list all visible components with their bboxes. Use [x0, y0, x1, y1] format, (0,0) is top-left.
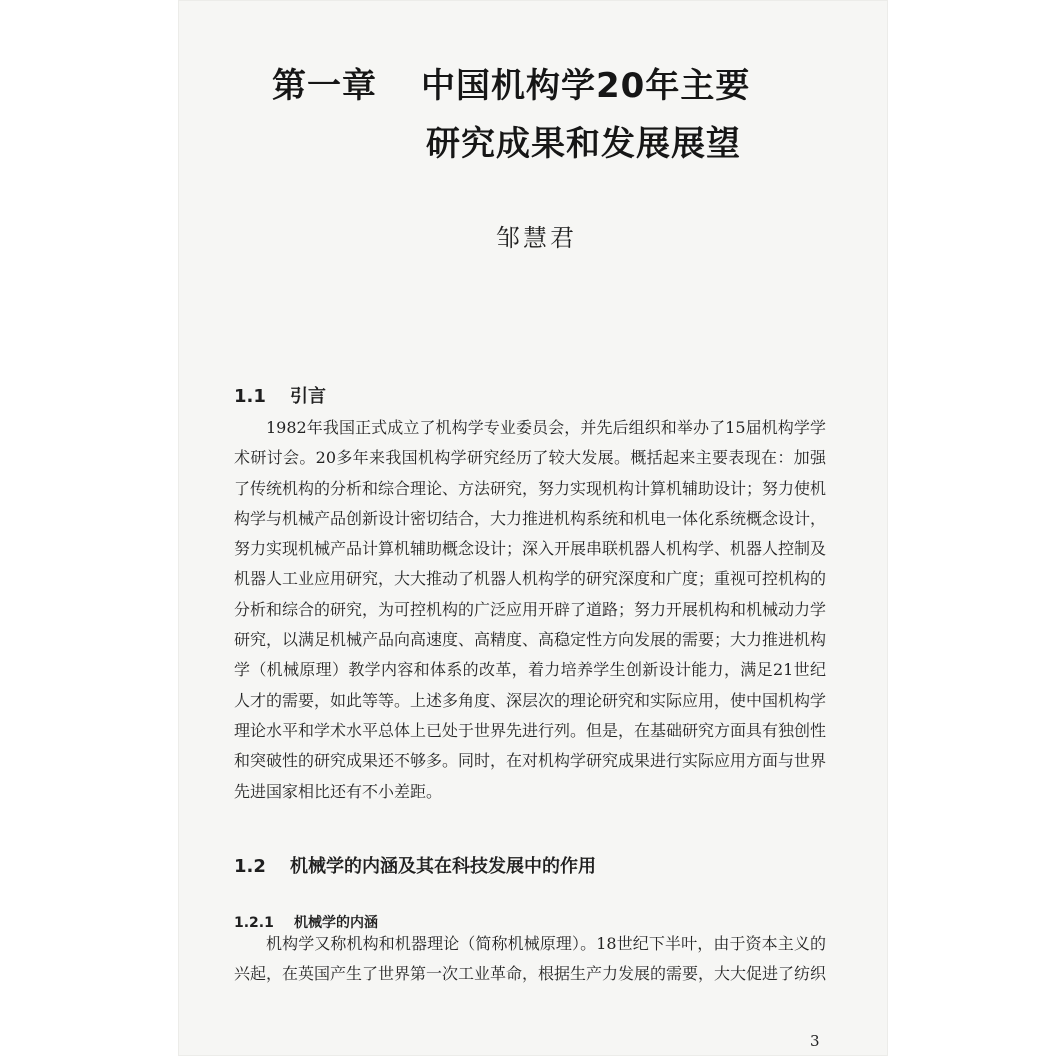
author-name: 邹慧君 — [496, 224, 577, 252]
subsection-title: 机械学的内涵 — [294, 915, 378, 931]
section-heading-1-1 — [234, 382, 326, 408]
introduction-paragraph: 1982年我国正式成立了机构学专业委员会，并先后组织和举办了15届机构学学术研讨会。20多年来我国机构学研究经历了较大发展。概括起来主要表现在：加强了传统机构的分析和综合理论、方法研究，努力实现机构计算机辅助设计；努力使机构学与机械产品创新设计密切结合，大力推进机构系统和机电一体化系统概念设计，努力实现机械产品计算机辅助概念设计；深入开展串联机器人机构学、机器人控制及机器人工业应用研究，大大推动了机器人机构学的研究深度和广度；重视可控机构的分析和综合的研究，为可控机构的广泛应用开辟了道路；努力开展机构和机械动力学研究，以满足机械产品向高速度、高精度、高稳定性方向发展的需要；大力推进机构学（机械原理）教学内容和体系的改革，着力培养学生创新设计能力，满足21世纪人才的需要，如此等等。上述多角度、深层次的理论研究和实际应用，使中国机构学理论水平和学术水平总体上已处于世界先进行列。但是，在基础研究方面具有独创性和突破性的研究成果还不够多。同时，在对机构学研究成果进行实际应用方面与世界先进国家相比还有不小差距。 — [234, 418, 827, 801]
section-title: 引言 — [290, 386, 326, 407]
section-number: 1.2 — [234, 856, 266, 877]
chapter-title-line-1 — [272, 58, 750, 107]
chapter-title-line-2: 研究成果和发展展望 — [426, 124, 741, 164]
page-number: 3 — [810, 1032, 820, 1050]
mechanism-paragraph: 机构学又称机构和机器理论（简称机械原理）。18世纪下半叶，由于资本主义的兴起，在英国产生了世界第一次工业革命，根据生产力发展的需要，大大促进了纺织 — [234, 934, 827, 984]
section-heading-1-2 — [234, 852, 596, 878]
subsection-number: 1.2.1 — [234, 915, 274, 931]
section-title: 机械学的内涵及其在科技发展中的作用 — [290, 856, 596, 877]
section-number: 1.1 — [234, 386, 266, 407]
chapter-label: 第一章 — [272, 66, 377, 106]
chapter-title-text: 中国机构学20年主要 — [421, 66, 751, 106]
